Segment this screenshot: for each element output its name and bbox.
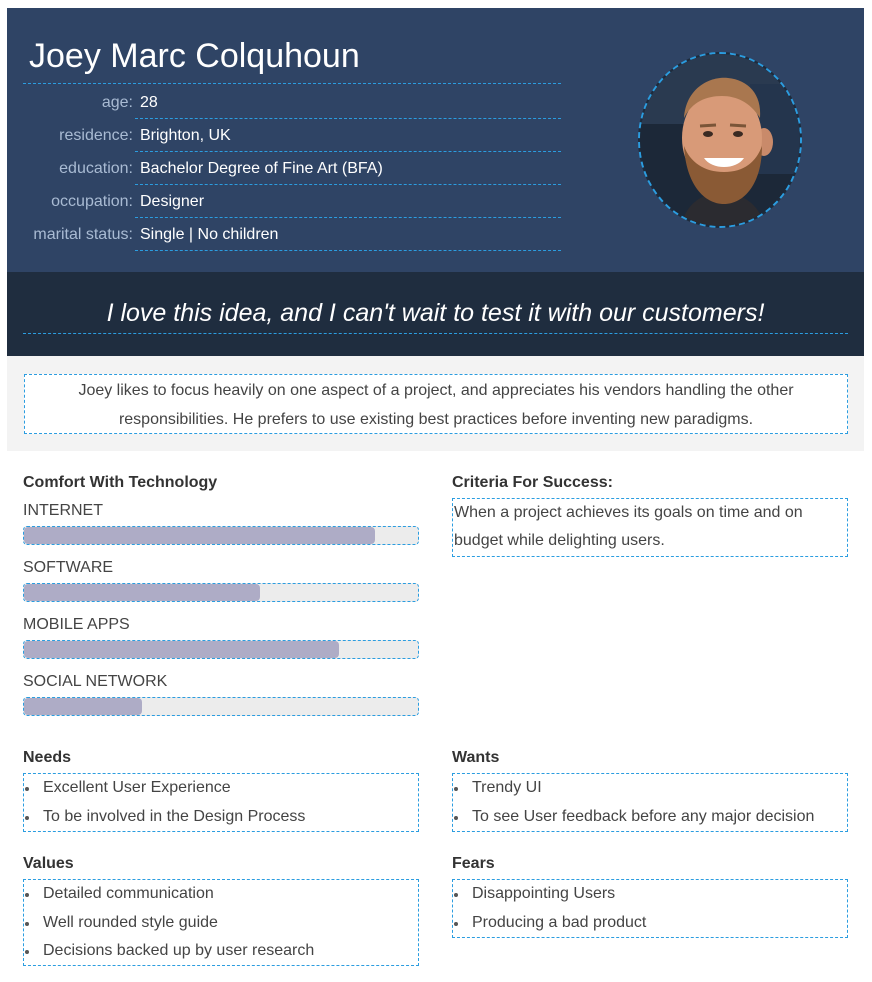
skill-bar-software bbox=[23, 583, 419, 602]
skill-bar-mobile-apps bbox=[23, 640, 419, 659]
info-row-marital-status bbox=[7, 220, 561, 253]
list-item: Excellent User Experience bbox=[24, 774, 418, 803]
list-item: Detailed communication bbox=[24, 880, 418, 909]
needs-title: Needs bbox=[23, 749, 72, 766]
persona-name: Joey Marc Colquhoun bbox=[23, 32, 561, 84]
list-item: Producing a bad product bbox=[453, 909, 847, 938]
skill-label-internet: INTERNET bbox=[23, 502, 103, 519]
list-item: To see User feedback before any major decision bbox=[453, 803, 847, 832]
list-item: Decisions backed up by user research bbox=[24, 937, 418, 966]
fears-title: Fears bbox=[452, 855, 495, 872]
skill-bar-fill bbox=[24, 698, 142, 715]
skill-bar-social-network bbox=[23, 697, 419, 716]
info-value: Bachelor Degree of Fine Art (BFA) bbox=[135, 154, 561, 185]
skill-bar-internet bbox=[23, 526, 419, 545]
values-box bbox=[23, 879, 419, 966]
info-row-occupation bbox=[7, 187, 561, 220]
values-title: Values bbox=[23, 855, 74, 872]
values-list bbox=[24, 880, 418, 966]
skill-bar-fill bbox=[24, 527, 375, 544]
list-item: Well rounded style guide bbox=[24, 909, 418, 938]
info-label: education: bbox=[59, 160, 133, 177]
wants-box bbox=[452, 773, 848, 832]
info-value: Brighton, UK bbox=[135, 121, 561, 152]
portrait-image bbox=[640, 54, 802, 228]
bio-band bbox=[7, 356, 864, 451]
fears-list bbox=[453, 880, 847, 937]
info-row-residence bbox=[7, 121, 561, 154]
info-value: 28 bbox=[135, 88, 561, 119]
persona-header bbox=[7, 8, 864, 272]
fears-box bbox=[452, 879, 848, 938]
skill-label-mobile-apps: MOBILE APPS bbox=[23, 616, 130, 633]
criteria-text: When a project achieves its goals on time and on budget while delighting users. bbox=[452, 498, 848, 557]
list-item: Trendy UI bbox=[453, 774, 847, 803]
info-value: Designer bbox=[135, 187, 561, 218]
persona-bio: Joey likes to focus heavily on one aspect of a project, and appreciates his vendors handling the other responsibilities. He prefers to use existing best practices before inventing new paradigms. bbox=[24, 374, 848, 434]
needs-list bbox=[24, 774, 418, 831]
info-row-education bbox=[7, 154, 561, 187]
skill-label-social-network: SOCIAL NETWORK bbox=[23, 673, 168, 690]
list-item: Disappointing Users bbox=[453, 880, 847, 909]
info-label: marital status: bbox=[33, 226, 133, 243]
wants-list bbox=[453, 774, 847, 831]
needs-box bbox=[23, 773, 419, 832]
info-value: Single | No children bbox=[135, 220, 561, 251]
info-label: residence: bbox=[59, 127, 133, 144]
list-item: To be involved in the Design Process bbox=[24, 803, 418, 832]
comfort-title: Comfort With Technology bbox=[23, 474, 218, 491]
persona-quote: I love this idea, and I can't wait to test it with our customers! bbox=[23, 294, 848, 334]
skill-bar-fill bbox=[24, 584, 260, 601]
avatar bbox=[638, 52, 802, 228]
criteria-title: Criteria For Success: bbox=[452, 474, 613, 491]
quote-band bbox=[7, 272, 864, 356]
skill-label-software: SOFTWARE bbox=[23, 559, 114, 576]
skill-bar-fill bbox=[24, 641, 339, 658]
info-label: age: bbox=[101, 94, 133, 111]
info-label: occupation: bbox=[51, 193, 133, 210]
info-row-age bbox=[7, 88, 561, 121]
wants-title: Wants bbox=[452, 749, 500, 766]
